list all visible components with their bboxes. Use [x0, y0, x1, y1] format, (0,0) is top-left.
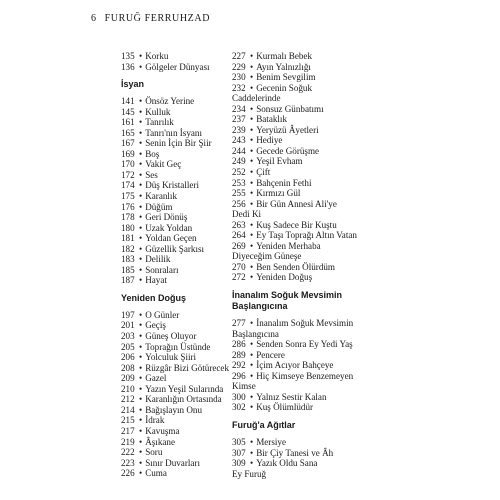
toc-entry [121, 180, 246, 191]
bullet-icon: • [139, 148, 143, 159]
bullet-icon: • [250, 188, 254, 199]
bullet-icon: • [250, 135, 254, 146]
toc-page-number: 170 [121, 159, 135, 170]
toc-page-number: 255 [232, 188, 246, 199]
toc-title-continuation: Kimse [232, 381, 256, 392]
toc-page-number: 226 [121, 468, 135, 479]
toc-entry [232, 51, 382, 62]
toc-page-number: 175 [121, 191, 135, 202]
toc-entry [121, 342, 246, 353]
bullet-icon: • [139, 436, 143, 447]
bullet-icon: • [250, 219, 254, 230]
toc-entry [121, 447, 246, 458]
toc-page-number: 307 [232, 447, 246, 458]
bullet-icon: • [139, 191, 143, 202]
toc-title: Ses [145, 169, 158, 180]
toc-page-number: 136 [121, 61, 135, 72]
toc-page-number: 252 [232, 167, 246, 178]
toc-title: Senin İçin Bir Şiir [145, 138, 212, 149]
toc-entry [121, 244, 246, 255]
toc-title: Yeşil Evham [256, 156, 303, 167]
toc-title: Hediye [256, 135, 283, 146]
toc-page-number: 222 [121, 447, 135, 458]
bullet-icon: • [250, 177, 254, 188]
toc-title: Âşıkane [145, 436, 175, 447]
toc-entry [121, 352, 246, 363]
toc-entry [121, 394, 246, 405]
bullet-icon: • [250, 114, 254, 125]
toc-entry [121, 223, 246, 234]
toc-title: Boş [145, 148, 160, 159]
toc-entry [121, 310, 246, 321]
toc-entry [232, 62, 382, 73]
toc-entry [121, 51, 246, 62]
toc-entry [232, 458, 382, 469]
toc-title: Kuş Ölümlüdür [256, 402, 314, 413]
toc-entry [232, 371, 382, 382]
section-gap [121, 72, 246, 79]
bullet-icon: • [139, 404, 143, 415]
toc-page-number: 227 [232, 51, 246, 61]
toc-page-number: 135 [121, 51, 135, 61]
toc-entry [232, 188, 382, 199]
toc-page-number: 249 [232, 156, 246, 167]
toc-entry [232, 402, 382, 413]
bullet-icon: • [250, 156, 254, 167]
toc-entry [232, 146, 382, 157]
toc-title: Sonraları [145, 264, 179, 275]
toc-page-number: 244 [232, 145, 246, 156]
bullet-icon: • [250, 230, 254, 241]
bullet-icon: • [250, 370, 254, 381]
toc-title-continuation: Ey Furuğ [232, 468, 267, 479]
toc-title: Korku [145, 51, 169, 61]
toc-entry [232, 125, 382, 136]
bullet-icon: • [139, 457, 143, 468]
bullet-icon: • [139, 169, 143, 180]
bullet-icon: • [139, 373, 143, 384]
bullet-icon: • [139, 383, 143, 394]
bullet-icon: • [250, 103, 254, 114]
toc-page-number: 167 [121, 138, 135, 149]
toc-entry [121, 128, 246, 139]
toc-page-number: 208 [121, 362, 135, 373]
toc-right-column [232, 51, 382, 479]
bullet-icon: • [250, 198, 254, 209]
toc-title: Yoldan Geçen [145, 233, 197, 244]
toc-title: Kurmalı Bebek [256, 51, 312, 61]
toc-page-number: 169 [121, 148, 135, 159]
toc-title: Yeniden Merhaba [256, 240, 321, 251]
bullet-icon: • [250, 272, 254, 283]
toc-page-number: 305 [232, 436, 246, 447]
toc-entry [232, 360, 382, 371]
bullet-icon: • [139, 275, 143, 286]
section-heading: İnanalım Soğuk Mevsimin [232, 290, 343, 301]
toc-title: Gecede Görüşme [256, 145, 320, 156]
toc-entry [232, 392, 382, 403]
toc-title: Yazık Oldu Sana [256, 458, 318, 469]
toc-page-number: 269 [232, 240, 246, 251]
bullet-icon: • [250, 124, 254, 135]
toc-entry [121, 96, 246, 107]
toc-entry [232, 318, 382, 329]
bullet-icon: • [139, 127, 143, 138]
toc-page-number: 309 [232, 458, 246, 469]
bullet-icon: • [250, 349, 254, 360]
toc-page-number: 229 [232, 61, 246, 72]
toc-page-number: 187 [121, 275, 135, 286]
toc-entry [121, 117, 246, 128]
toc-page-number: 185 [121, 264, 135, 275]
toc-title-continuation: Başlangıcına [232, 328, 279, 339]
bullet-icon: • [250, 145, 254, 156]
toc-page-number: 223 [121, 457, 135, 468]
toc-page-number: 141 [121, 96, 135, 107]
toc-page-number: 182 [121, 243, 135, 254]
toc-entry [121, 233, 246, 244]
toc-page-number: 180 [121, 222, 135, 233]
bullet-icon: • [139, 447, 143, 458]
bullet-icon: • [250, 402, 254, 413]
toc-entry [232, 156, 382, 167]
bullet-icon: • [139, 159, 143, 170]
bullet-icon: • [139, 362, 143, 373]
toc-entry [121, 384, 246, 395]
toc-page-number: 234 [232, 103, 246, 114]
section-gap [232, 283, 382, 290]
bullet-icon: • [139, 117, 143, 128]
toc-title: Gazel [145, 373, 167, 384]
toc-page-number: 172 [121, 169, 135, 180]
toc-title: Düş Kristalleri [145, 180, 199, 191]
toc-entry [232, 339, 382, 350]
bullet-icon: • [250, 61, 254, 72]
toc-page-number: 253 [232, 177, 246, 188]
toc-title: Benim Sevgilim [256, 72, 316, 83]
toc-page-number: 205 [121, 341, 135, 352]
bullet-icon: • [139, 96, 143, 107]
bullet-icon: • [250, 82, 254, 93]
toc-title: Uzak Yoldan [145, 222, 193, 233]
toc-entry [232, 114, 382, 125]
toc-page-number: 178 [121, 212, 135, 223]
toc-title: Güzellik Şarkısı [145, 243, 205, 254]
toc-entry [232, 241, 382, 252]
bullet-icon: • [250, 458, 254, 469]
toc-entry [232, 437, 382, 448]
toc-page-number: 217 [121, 425, 135, 436]
toc-entry [121, 170, 246, 181]
toc-title: İçim Acıyor Bahçeye [256, 360, 334, 371]
toc-page-number: 203 [121, 331, 135, 342]
toc-entry [121, 107, 246, 118]
bullet-icon: • [139, 254, 143, 265]
toc-title: Önsöz Yerine [145, 96, 195, 107]
toc-page-number: 270 [232, 261, 246, 272]
toc-page-number: 286 [232, 339, 246, 350]
toc-entry [121, 159, 246, 170]
toc-page-number: 174 [121, 180, 135, 191]
page-number: 6 [91, 13, 97, 24]
toc-title-continuation: Diyeceğim Güneşe [232, 251, 302, 262]
page-header [91, 13, 210, 24]
toc-title: Karanlık [145, 191, 178, 202]
toc-entry [121, 437, 246, 448]
toc-page-number: 183 [121, 254, 135, 265]
toc-title: Bataklık [256, 114, 287, 125]
toc-entry [121, 62, 246, 73]
bullet-icon: • [139, 341, 143, 352]
toc-entry [232, 448, 382, 459]
toc-title: Karanlığın Ortasında [145, 394, 222, 405]
toc-title: İnanalım Soğuk Mevsimin [256, 318, 354, 329]
toc-title: Sonsuz Günbatımı [256, 103, 324, 114]
toc-entry [232, 167, 382, 178]
toc-title: Hayat [145, 275, 167, 286]
toc-entry [121, 405, 246, 416]
toc-page-number: 263 [232, 219, 246, 230]
toc-title: Bir Çiy Tanesi ve Âh [256, 447, 334, 458]
toc-entry [232, 220, 382, 231]
toc-title: Bağışlayın Onu [145, 404, 203, 415]
toc-title: Cuma [145, 468, 167, 479]
bullet-icon: • [139, 61, 143, 72]
toc-entry [232, 83, 382, 94]
toc-page-number: 165 [121, 127, 135, 138]
toc-entry [121, 254, 246, 265]
toc-title: Çift [256, 167, 271, 178]
bullet-icon: • [250, 391, 254, 402]
bullet-icon: • [139, 264, 143, 275]
section-gap [121, 286, 246, 293]
toc-title: Geçiş [145, 320, 166, 331]
toc-title-continuation: Caddelerinde [232, 93, 281, 104]
bullet-icon: • [139, 415, 143, 426]
toc-page-number: 145 [121, 106, 135, 117]
toc-page-number: 219 [121, 436, 135, 447]
toc-entry [121, 320, 246, 331]
toc-page-number: 243 [232, 135, 246, 146]
toc-title: Yeryüzü Âyetleri [256, 124, 319, 135]
bullet-icon: • [139, 233, 143, 244]
toc-title: Yeniden Doğuş [256, 272, 313, 283]
toc-entry [121, 458, 246, 469]
bullet-icon: • [139, 138, 143, 149]
toc-entry [121, 468, 246, 479]
bullet-icon: • [139, 320, 143, 331]
toc-title: Kırmızı Gül [256, 188, 301, 199]
toc-page-number: 212 [121, 394, 135, 405]
toc-entry [121, 265, 246, 276]
bullet-icon: • [139, 180, 143, 191]
bullet-icon: • [250, 167, 254, 178]
toc-page-number: 237 [232, 114, 246, 125]
toc-title: Toprağın Üstünde [145, 341, 211, 352]
toc-entry [121, 426, 246, 437]
bullet-icon: • [139, 331, 143, 342]
running-title: FURUĞ FERRUHZAD [104, 13, 211, 24]
toc-page-number: 161 [121, 117, 135, 128]
toc-page-number: 264 [232, 230, 246, 241]
toc-title: Ayın Yalnızlığı [256, 61, 311, 72]
toc-entry [232, 135, 382, 146]
bullet-icon: • [139, 201, 143, 212]
bullet-icon: • [139, 51, 143, 61]
toc-entry [121, 363, 246, 374]
toc-title: Gölgeler Dünyası [145, 61, 210, 72]
toc-page-number: 176 [121, 201, 135, 212]
bullet-icon: • [139, 352, 143, 363]
toc-page-number: 292 [232, 360, 246, 371]
toc-page-number: 232 [232, 82, 246, 93]
toc-page-number: 197 [121, 309, 135, 320]
toc-title: Soru [145, 447, 163, 458]
toc-entry [232, 350, 382, 361]
toc-title: Düğüm [145, 201, 173, 212]
bullet-icon: • [250, 72, 254, 83]
toc-title: Gecenin Soğuk [256, 82, 313, 93]
toc-title: Mersiye [256, 436, 286, 447]
toc-title: O Günler [145, 309, 180, 320]
toc-entry [121, 373, 246, 384]
toc-entry [232, 199, 382, 210]
toc-title: İdrak [145, 415, 165, 426]
toc-title: Senden Sonra Ey Yedi Yaş [256, 339, 353, 350]
bullet-icon: • [250, 318, 254, 329]
toc-title: Yazın Yeşil Sularında [145, 383, 224, 394]
toc-entry [121, 212, 246, 223]
toc-entry [121, 275, 246, 286]
toc-title: Sınır Duvarları [145, 457, 200, 468]
toc-page-number: 201 [121, 320, 135, 331]
toc-title: Rüzgâr Bizi Götürecek [145, 362, 230, 373]
toc-entry [232, 230, 382, 241]
toc-title: Tanrı'nın İsyanı [145, 127, 203, 138]
bullet-icon: • [139, 243, 143, 254]
toc-entry [121, 415, 246, 426]
bullet-icon: • [250, 447, 254, 458]
toc-title: Güneş Oluyor [145, 331, 197, 342]
toc-page-number: 206 [121, 352, 135, 363]
toc-entry [232, 262, 382, 273]
bullet-icon: • [139, 394, 143, 405]
toc-title: Bir Gün Annesi Ali'ye [256, 198, 337, 209]
toc-title: Vakit Geç [145, 159, 182, 170]
toc-title: Tanrılık [145, 117, 174, 128]
toc-page-number: 277 [232, 318, 246, 329]
toc-title: Bahçenin Fethi [256, 177, 312, 188]
section-heading-line2: Başlangıcına [232, 301, 288, 312]
section-heading: Yeniden Doğuş [121, 292, 187, 303]
toc-page-number: 215 [121, 415, 135, 426]
toc-page-number: 296 [232, 370, 246, 381]
bullet-icon: • [139, 468, 143, 479]
toc-page-number: 209 [121, 373, 135, 384]
toc-title: Ey Taşı Toprağı Altın Vatan [256, 230, 357, 241]
toc-title: Pencere [256, 349, 285, 360]
bullet-icon: • [250, 261, 254, 272]
bullet-icon: • [250, 360, 254, 371]
toc-title: Yolculuk Şiiri [145, 352, 197, 363]
toc-title: Geri Dönüş [145, 212, 188, 223]
toc-entry [121, 202, 246, 213]
toc-title-continuation: Dedi Ki [232, 209, 262, 220]
toc-entry [121, 138, 246, 149]
toc-page-number: 181 [121, 233, 135, 244]
bullet-icon: • [139, 106, 143, 117]
toc-entry [232, 72, 382, 83]
toc-entry [232, 178, 382, 189]
toc-title: Ben Senden Ölürdüm [256, 261, 335, 272]
toc-page-number: 256 [232, 198, 246, 209]
toc-page-number: 239 [232, 124, 246, 135]
toc-page-number: 272 [232, 272, 246, 283]
toc-title: Delilik [145, 254, 171, 265]
bullet-icon: • [139, 309, 143, 320]
toc-page-number: 214 [121, 404, 135, 415]
bullet-icon: • [250, 339, 254, 350]
bullet-icon: • [250, 240, 254, 251]
bullet-icon: • [139, 212, 143, 223]
bullet-icon: • [250, 51, 254, 61]
toc-entry [232, 272, 382, 283]
toc-title: Kulluk [145, 106, 171, 117]
toc-page-number: 210 [121, 383, 135, 394]
toc-left-column [121, 51, 246, 479]
section-heading: Furuğ'a Ağıtlar [232, 419, 296, 430]
section-gap [232, 413, 382, 420]
toc-page-number: 289 [232, 349, 246, 360]
bullet-icon: • [139, 222, 143, 233]
toc-entry [121, 191, 246, 202]
toc-title: Kavuşma [145, 425, 180, 436]
toc-title: Hiç Kimseye Benzemeyen [256, 370, 354, 381]
toc-entry [121, 149, 246, 160]
section-heading: İsyan [121, 79, 145, 90]
bullet-icon: • [250, 436, 254, 447]
toc-title: Yalnız Sestir Kalan [256, 391, 327, 402]
toc-page-number: 230 [232, 72, 246, 83]
toc-entry [232, 104, 382, 115]
toc-entry [121, 331, 246, 342]
toc-page-number: 302 [232, 402, 246, 413]
toc-page-number: 300 [232, 391, 246, 402]
bullet-icon: • [139, 425, 143, 436]
toc-title: Kuş Sadece Bir Kuştu [256, 219, 337, 230]
